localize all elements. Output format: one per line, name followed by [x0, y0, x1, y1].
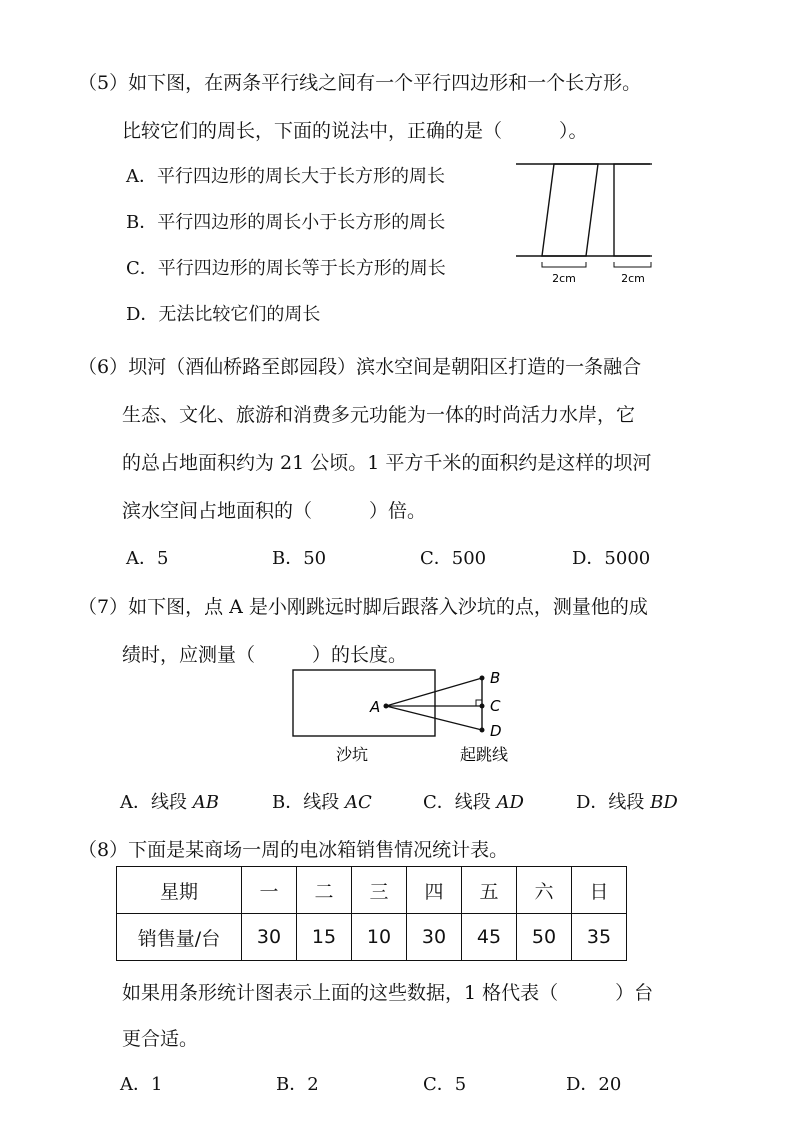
q8-option-b[interactable]: B．2 — [276, 1074, 319, 1095]
q7-stem-line-2: 绩时，应测量（ ）的长度。 — [122, 644, 408, 666]
table-day: 六 — [517, 867, 572, 914]
width-bracket-2 — [614, 262, 651, 267]
width-bracket-1 — [542, 262, 586, 267]
point-b — [480, 676, 485, 681]
q5-option-c[interactable]: C．平行四边形的周长等于长方形的周长 — [126, 258, 446, 279]
width-label-2: 2cm — [621, 272, 645, 285]
table-day: 一 — [242, 867, 297, 914]
q6-stem-line-4: 滨水空间占地面积的（ ）倍。 — [122, 500, 427, 522]
q8-stem-line-3: 更合适。 — [122, 1028, 199, 1050]
q7-option-b[interactable]: B．线段 AC — [272, 792, 372, 813]
segment-label: AD — [496, 792, 524, 813]
q6-option-c[interactable]: C．500 — [420, 548, 487, 569]
table-row-label: 销售量/台 — [117, 914, 242, 961]
label-c: C — [490, 697, 501, 715]
q5-option-d[interactable]: D．无法比较它们的周长 — [126, 304, 321, 325]
point-a — [384, 704, 389, 709]
table-header-label: 星期 — [117, 867, 242, 914]
q8-stem-line-1: （8）下面是某商场一周的电冰箱销售情况统计表。 — [78, 839, 509, 861]
table-value: 10 — [352, 914, 407, 961]
segment-ab — [386, 678, 482, 706]
label-a: A — [370, 698, 381, 716]
table-day: 日 — [572, 867, 627, 914]
takeoff-line-label: 起跳线 — [459, 745, 509, 764]
q6-option-a[interactable]: A．5 — [126, 548, 169, 569]
point-c — [480, 704, 485, 709]
segment-ad — [386, 706, 482, 730]
q6-stem-line-3: 的总占地面积约为 21 公顷。1 平方千米的面积约是这样的坝河 — [122, 452, 652, 474]
q7-option-a[interactable]: A．线段 AB — [120, 792, 219, 813]
rectangle-shape — [614, 164, 652, 256]
table-value: 45 — [462, 914, 517, 961]
parallelogram-shape — [542, 164, 598, 256]
q5-stem-line-2: 比较它们的周长，下面的说法中，正确的是（ ）。 — [122, 120, 588, 142]
segment-label: AB — [192, 792, 219, 813]
table-day: 三 — [352, 867, 407, 914]
q7-long-jump-figure — [290, 664, 520, 770]
table-row-header — [117, 867, 627, 914]
q7-option-c[interactable]: C．线段 AD — [423, 792, 524, 813]
table-day: 四 — [407, 867, 462, 914]
q8-option-c[interactable]: C．5 — [423, 1074, 467, 1095]
table-day: 五 — [462, 867, 517, 914]
q6-stem-line-2: 生态、文化、旅游和消费多元功能为一体的时尚活力水岸，它 — [122, 404, 636, 426]
q5-stem-line-1: （5）如下图，在两条平行线之间有一个平行四边形和一个长方形。 — [78, 72, 642, 94]
table-value: 35 — [572, 914, 627, 961]
q8-option-a[interactable]: A．1 — [120, 1074, 163, 1095]
label-b: B — [490, 669, 501, 687]
table-row-values — [117, 914, 627, 961]
width-label-1: 2cm — [552, 272, 576, 285]
table-value: 50 — [517, 914, 572, 961]
q8-option-d[interactable]: D．20 — [566, 1074, 622, 1095]
q5-parallel-figure — [516, 156, 652, 288]
q8-stem-line-2: 如果用条形统计图表示上面的这些数据，1 格代表（ ）台 — [122, 982, 654, 1004]
q5-option-a[interactable]: A．平行四边形的周长大于长方形的周长 — [126, 166, 445, 187]
segment-label: AC — [344, 792, 372, 813]
q6-option-d[interactable]: D．5000 — [572, 548, 651, 569]
table-value: 30 — [242, 914, 297, 961]
point-d — [480, 728, 485, 733]
segment-label: BD — [650, 792, 678, 813]
q7-stem-line-1: （7）如下图，点 A 是小刚跳远时脚后跟落入沙坑的点，测量他的成 — [78, 596, 648, 618]
q5-option-b[interactable]: B．平行四边形的周长小于长方形的周长 — [126, 212, 446, 233]
sandpit-rect — [293, 670, 435, 736]
table-day: 二 — [297, 867, 352, 914]
sales-table — [116, 866, 627, 961]
sandpit-label: 沙坑 — [335, 745, 369, 764]
table-value: 15 — [297, 914, 352, 961]
q7-option-d[interactable]: D．线段 BD — [576, 792, 678, 813]
q6-option-b[interactable]: B．50 — [272, 548, 327, 569]
label-d: D — [490, 722, 502, 740]
q6-stem-line-1: （6）坝河（酒仙桥路至郎园段）滨水空间是朝阳区打造的一条融合 — [78, 356, 642, 378]
table-value: 30 — [407, 914, 462, 961]
